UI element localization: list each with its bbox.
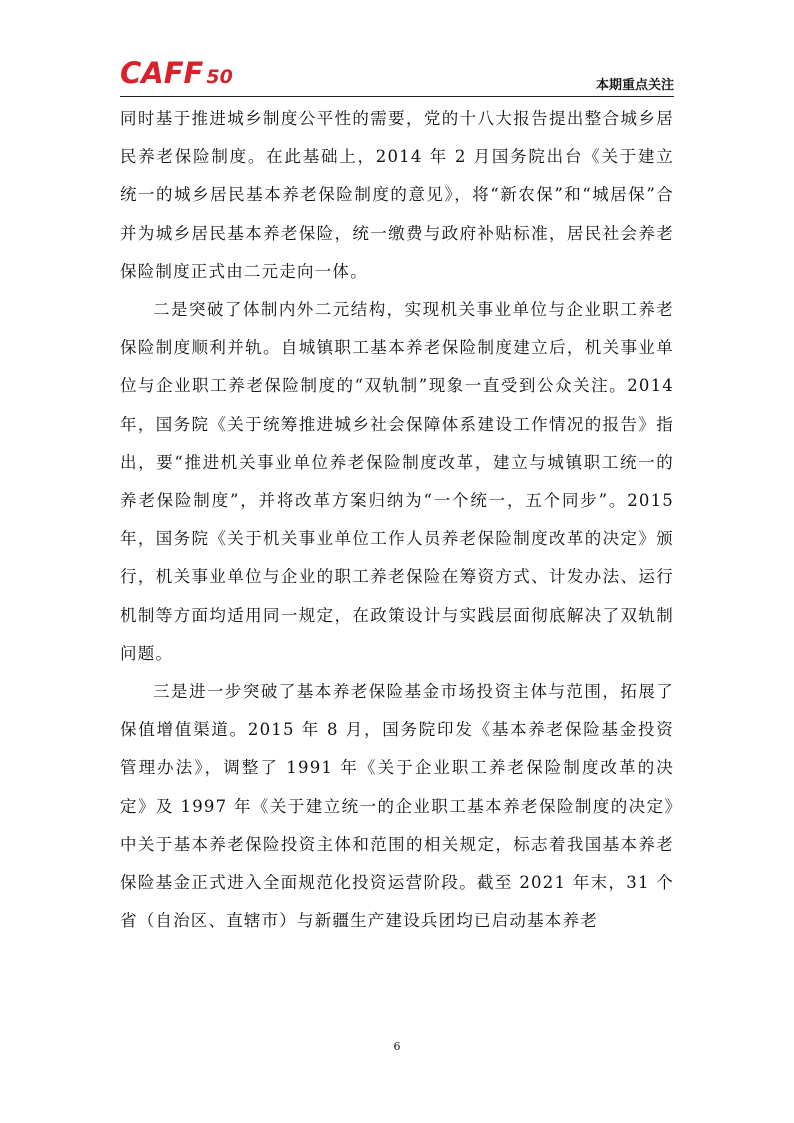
header-divider xyxy=(120,96,674,97)
page-header xyxy=(120,52,674,96)
logo-text: CAFF xyxy=(120,56,204,90)
paragraph-dual-track-reform: 二是突破了体制内外二元结构，实现机关事业单位与企业职工养老保险制度顺利并轨。自城镇职工基本养老保险制度建立后，机关事业单位与企业职工养老保险制度的“双轨制”现象一直受到公众关注。2014 年，国务院《关于统筹推进城乡社会保障体系建设工作情况的报告》指出，要“推进机关事业单位养老保险制度改革，建立与城镇职工统一的养老保险制度”，并将改革方案归纳为“一个统一，五个同步”。2015 年，国务院《关于机关事业单位工作人员养老保险制度改革的决定》颁行，机关事业单位与企业的职工养老保险在筹资方式、计发办法、运行机制等方面均适用同一规定，在政策设计与实践层面彻底解决了双轨制问题。 xyxy=(120,300,674,663)
caff50-logo xyxy=(120,56,233,90)
page-number: 6 xyxy=(393,1040,401,1053)
paragraph-fund-investment: 三是进一步突破了基本养老保险基金市场投资主体与范围，拓展了保值增值渠道。2015 年 8 月，国务院印发《基本养老保险基金投资管理办法》，调整了 1991 年《关于企业职工养老保险制度改革的决定》及 1997 年《关于建立统一的企业职工基本养老保险制度的决定》中关于基本养老保险投资主体和范围的相关规定，标志着我国基本养老保险基金正式进入全面规范化投资运营阶段。截至 2021 年末，31 个省（自治区、直辖市）与新疆生产建设兵团均已启动基本养老 xyxy=(120,682,674,931)
paragraph-continuation: 同时基于推进城乡制度公平性的需要，党的十八大报告提出整合城乡居民养老保险制度。在此基础上，2014 年 2 月国务院出台《关于建立统一的城乡居民基本养老保险制度的意见》，将“新农保”和“城居保”合并为城乡居民基本养老保险，统一缴费与政府补贴标准，居民社会养老保险制度正式由二元走向一体。 xyxy=(120,109,674,281)
article-body xyxy=(120,100,674,940)
section-title: 本期重点关注 xyxy=(595,78,674,93)
logo-number: 50 xyxy=(206,66,233,88)
